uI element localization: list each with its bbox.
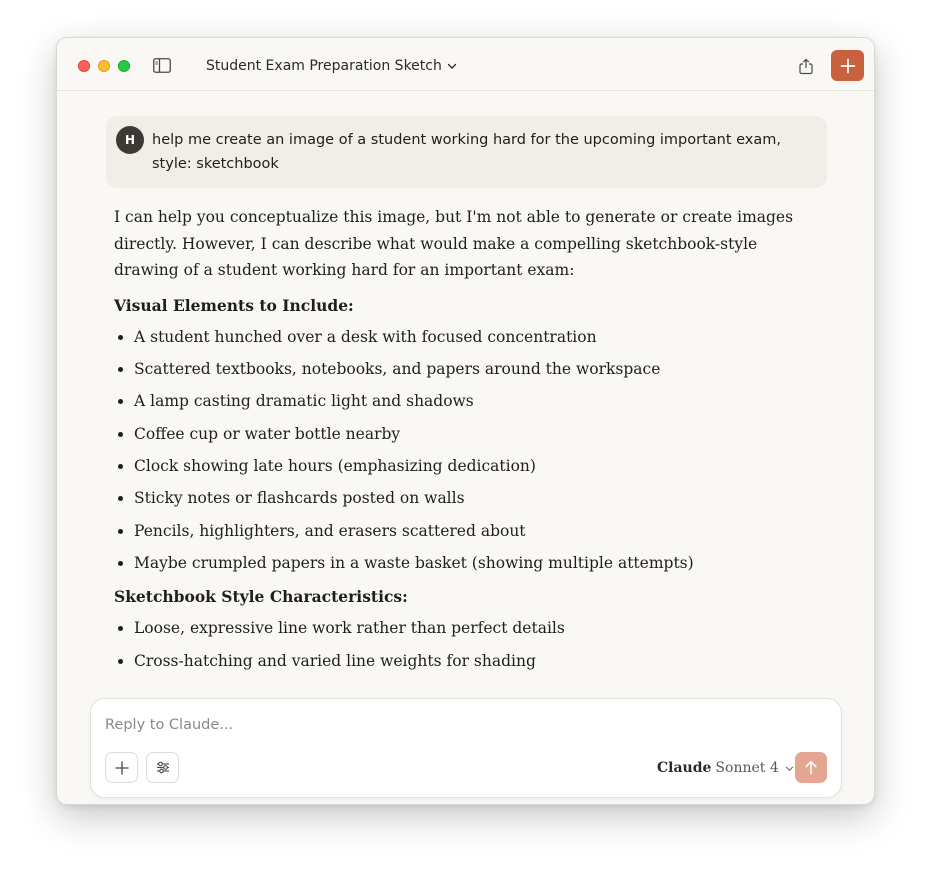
list-item: • A student hunched over a desk with focused concentration [134,325,804,349]
list-item: • Scattered textbooks, notebooks, and papers around the workspace [134,357,804,381]
list-item: • Sticky notes or flashcards posted on walls [134,486,804,510]
reply-input[interactable] [105,713,705,737]
share-icon [798,58,814,75]
chevron-down-icon [447,61,457,71]
share-button[interactable] [795,55,817,77]
list-item: • A lamp casting dramatic light and shadows [134,389,804,413]
add-attachment-button[interactable] [105,752,138,783]
title-bar [57,38,874,91]
list-item: • Coffee cup or water bottle nearby [134,422,804,446]
section-heading: Visual Elements to Include: [114,295,354,315]
composer [90,698,842,798]
send-button[interactable] [795,752,827,783]
conversation[interactable] [57,92,874,702]
style-characteristics-list [114,616,804,672]
chevron-down-icon [785,764,794,773]
assistant-intro: I can help you conceptualize this image, but I'm not able to generate or create images directly. However, I can describe what would make a compelling sketchbook-style drawing of a student working hard for an important exam: [114,208,794,279]
section-heading: Sketchbook Style Characteristics: [114,587,408,607]
model-name: Sonnet 4 [715,760,779,776]
model-brand: Claude [657,760,712,776]
visual-elements-list [114,325,804,576]
plus-icon [115,761,129,775]
list-item: • Clock showing late hours (emphasizing dedication) [134,454,804,478]
list-item: • Loose, expressive line work rather than perfect details [134,616,804,640]
plus-icon [840,58,856,74]
avatar: H [116,126,144,154]
chat-title-dropdown[interactable] [206,55,457,77]
chat-title: Student Exam Preparation Sketch [206,58,442,74]
list-item: • Maybe crumpled papers in a waste basket (showing multiple attempts) [134,551,804,575]
model-selector[interactable] [657,758,794,778]
list-item: • Cross-hatching and varied line weights for shading [134,649,804,673]
zoom-window-button[interactable] [118,60,130,72]
sidebar-icon[interactable] [153,58,171,73]
user-message-text: help me create an image of a student working hard for the upcoming important exam, style: sketchbook [152,132,781,172]
tools-button[interactable] [146,752,179,783]
minimize-window-button[interactable] [98,60,110,72]
user-message [106,116,827,188]
arrow-up-icon [804,760,818,775]
close-window-button[interactable] [78,60,90,72]
sliders-icon [156,761,170,774]
list-item: • Pencils, highlighters, and erasers scattered about [134,519,804,543]
app-window [56,37,875,805]
assistant-message [114,204,804,681]
new-chat-button[interactable] [831,50,864,81]
